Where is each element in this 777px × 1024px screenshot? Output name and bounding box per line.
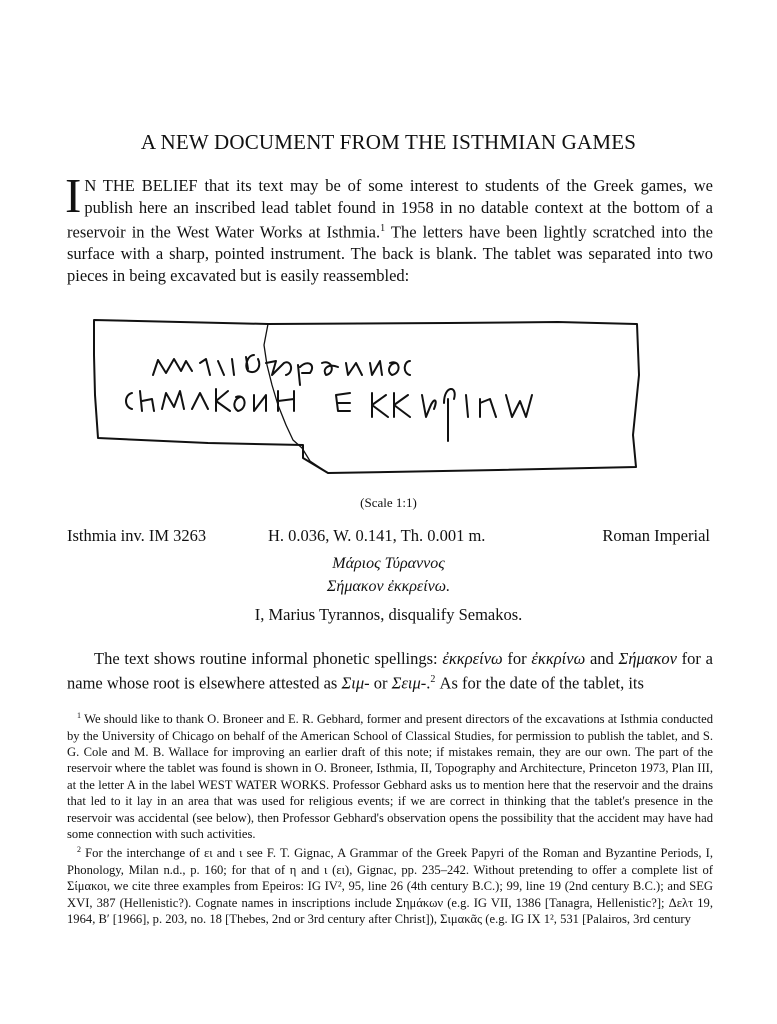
- body-text: and: [585, 649, 619, 668]
- body-text: As for the date of the tablet, its: [435, 673, 644, 693]
- footnote-ref-1[interactable]: 1: [380, 223, 386, 234]
- lead-tablet-drawing: [88, 315, 643, 490]
- greek-term: ἐκκρίνω: [531, 649, 586, 668]
- body-paragraph: [67, 648, 713, 694]
- intro-text-1: N THE BELIEF that its text may be of some interest to students of the Greek games, we publish here an inscribed lead tablet found in 1958 in no datable context at the bottom of a reservoir in the West Water Works at Isthmia.: [67, 176, 713, 242]
- footnote-text: For the interchange of ει and ι see F. T. Gignac, A Grammar of the Greek Papyri of the Roman and Byzantine Periods, I, Phonology, Milan n.d., p. 160; for that of η and ι (ει), Gignac, pp. 235–242. Without pretending to offer a complete list of Σίμακοι, we cite three examples from Epeiros: IG IV², 95, line 26 (4th century B.C.); 99, line 19 (2nd century B.C.); and SEG XVI, 387 (Hellenistic?). Cognate names in inscriptions include Σημάκων (e.g. IG VII, 1386 [Tanagra, Hellenistic?]; Δελτ 19, 1964, Bʹ [1966], p. 203, no. 18 [Thebes, 2nd or 3rd century after Christ]), Σιμακᾶς (e.g. IG IX 1², 531 [Palairos, 3rd century: [67, 846, 713, 927]
- greek-term: Σειμ-: [391, 673, 427, 693]
- body-text: .: [426, 673, 431, 693]
- inventory-number: Isthmia inv. IM 3263: [67, 526, 207, 545]
- footnote-1: [67, 708, 713, 842]
- tablet-dimensions: H. 0.036, W. 0.141, Th. 0.001 m.: [268, 526, 486, 545]
- drop-cap: I: [65, 168, 82, 223]
- figure-scale-caption: (Scale 1:1): [360, 495, 417, 510]
- inscription-line-2: Σήμακον ἐκκρείνω.: [326, 578, 451, 595]
- footnote-ref-2[interactable]: 2: [430, 674, 436, 685]
- tablet-outline: [94, 320, 639, 473]
- body-text: for: [502, 649, 532, 668]
- body-text: for a name whose root is elsewhere attested as: [67, 649, 713, 693]
- greek-term: ἐκκρείνω: [442, 649, 503, 668]
- inscription-line-2-strokes: [126, 389, 532, 441]
- page-title: A NEW DOCUMENT FROM THE ISTHMIAN GAMES: [140, 130, 637, 154]
- footnote-2: [67, 842, 713, 927]
- greek-term: Σήμακον: [618, 649, 677, 668]
- tablet-break-line: [264, 324, 328, 473]
- intro-paragraph: [65, 168, 713, 286]
- footnote-number: 2: [77, 845, 81, 855]
- footnotes: [67, 708, 713, 928]
- body-text: or: [369, 673, 392, 693]
- greek-term: Σιμ-: [341, 673, 370, 693]
- inscription-translation: I, Marius Tyrannos, disqualify Semakos.: [254, 605, 523, 624]
- footnote-text: We should like to thank O. Broneer and E. R. Gebhard, former and present directors of the excavations at Isthmia conducted by the University of Chicago on behalf of the American School of Classical Studies, for permission to publish the tablet, and S. G. Cole and M. B. Wallace for improving an earlier draft of this note; if mistakes remain, they are our own. The part of the reservoir where the tablet was found is shown in O. Broneer, Isthmia, II, Topography and Architecture, Princeton 1973, Plan III, at the letter A in the label WEST WATER WORKS. Professor Gebhard asks us to mention here that the reservoir and the drains that led to it lay in an area that was used for religious events; if we are correct in thinking that the tablet's presence in the reservoir was accidental (see below), then Professor Gebhard's observation opens the possibility that the accident may have had some connection with such activities.: [67, 712, 714, 842]
- tablet-period: Roman Imperial: [602, 526, 710, 545]
- inscription-line-1: Μάριος Τύραννος: [332, 555, 445, 572]
- body-text: The text shows routine informal phonetic spellings:: [94, 649, 443, 668]
- inscription-line-1-strokes: [153, 355, 410, 385]
- footnote-number: 1: [77, 711, 81, 720]
- intro-text-2: The letters have been lightly scratched into the surface with a sharp, pointed instrument. The back is blank. The tablet was separated into two pieces in being excavated but is easily reassembled:: [67, 222, 713, 285]
